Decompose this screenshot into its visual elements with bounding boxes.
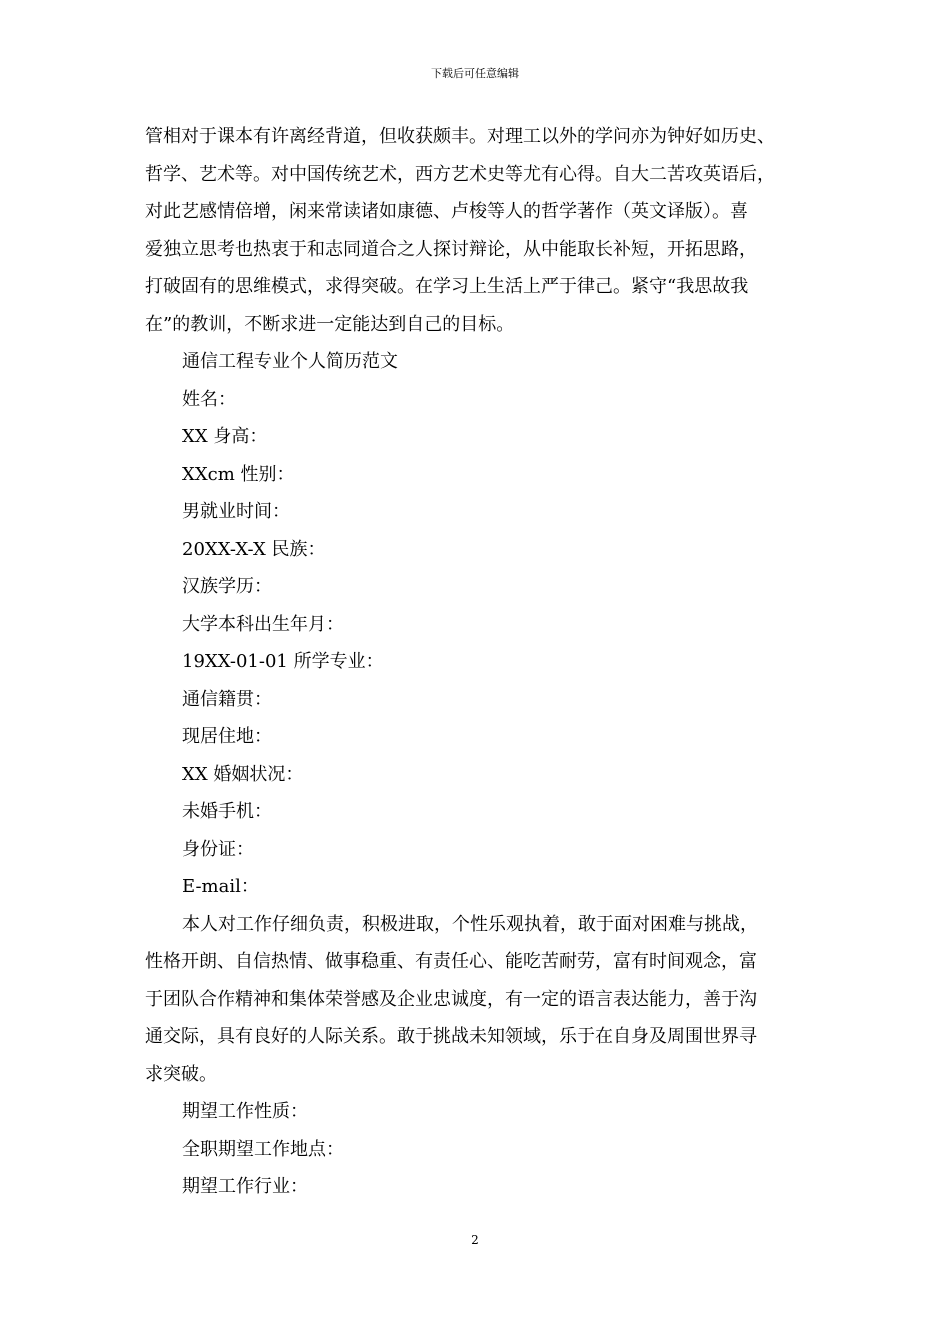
job-field: 期望工作性质： (182, 1101, 308, 1122)
self-evaluation-line: 性格开朗、自信热情、做事稳重、有责任心、能吃苦耐劳，富有时间观念，富 (145, 951, 757, 972)
intro-line: 对此艺感情倍增，闲来常读诸如康德、卢梭等人的哲学著作（英文译版）。喜 (145, 201, 748, 222)
resume-field: 男就业时间： (182, 501, 290, 522)
resume-field: 汉族学历： (182, 576, 272, 597)
intro-line: 爱独立思考也热衷于和志同道合之人探讨辩论，从中能取长补短，开拓思路， (145, 238, 757, 260)
resume-field: 现居住地： (182, 726, 272, 747)
resume-field: 姓名： (182, 388, 236, 410)
resume-field: 通信籍贯： (182, 688, 272, 710)
resume-field: 20XX-X-X 民族： (182, 538, 326, 560)
self-evaluation-line: 求突破。 (145, 1063, 217, 1085)
resume-field: 身份证： (182, 838, 254, 860)
self-evaluation-line: 于团队合作精神和集体荣誉感及企业忠诚度，有一定的语言表达能力，善于沟 (145, 988, 757, 1010)
resume-title: 通信工程专业个人简历范文 (182, 351, 398, 372)
page-number: 2 (471, 1233, 479, 1247)
intro-line: 在”的教训，不断求进一定能达到自己的目标。 (145, 313, 515, 335)
resume-field: E-mail： (182, 876, 259, 897)
intro-line: 打破固有的思维模式，求得突破。在学习上生活上严于律己。紧守“我思故我 (145, 276, 749, 297)
resume-field: 未婚手机： (182, 801, 272, 822)
self-evaluation-line: 本人对工作仔细负责，积极进取，个性乐观执着，敢于面对困难与挑战， (182, 913, 758, 935)
resume-field: XX 婚姻状况： (182, 763, 304, 785)
intro-paragraph (145, 118, 809, 343)
job-field: 期望工作行业： (182, 1176, 308, 1197)
resume-field: XXcm 性别： (182, 463, 295, 485)
job-fields (145, 1093, 809, 1206)
resume-field: 大学本科出生年月： (182, 613, 344, 635)
self-evaluation-line: 通交际，具有良好的人际关系。敢于挑战未知领域，乐于在自身及周围世界寻 (145, 1026, 757, 1047)
resume-field: XX 身高： (182, 426, 268, 447)
self-evaluation-paragraph (145, 906, 809, 1094)
page-header: 下载后可任意编辑 (431, 67, 519, 80)
intro-line: 哲学、艺术等。对中国传统艺术，西方艺术史等尤有心得。自大二苦攻英语后， (145, 163, 775, 185)
document-body (145, 118, 809, 1206)
resume-fields (145, 381, 809, 906)
job-field: 全职期望工作地点： (182, 1138, 344, 1160)
resume-field: 19XX-01-01 所学专业： (182, 651, 384, 672)
intro-line: 管相对于课本有许离经背道，但收获颇丰。对理工以外的学问亦为钟好如历史、 (145, 126, 775, 147)
